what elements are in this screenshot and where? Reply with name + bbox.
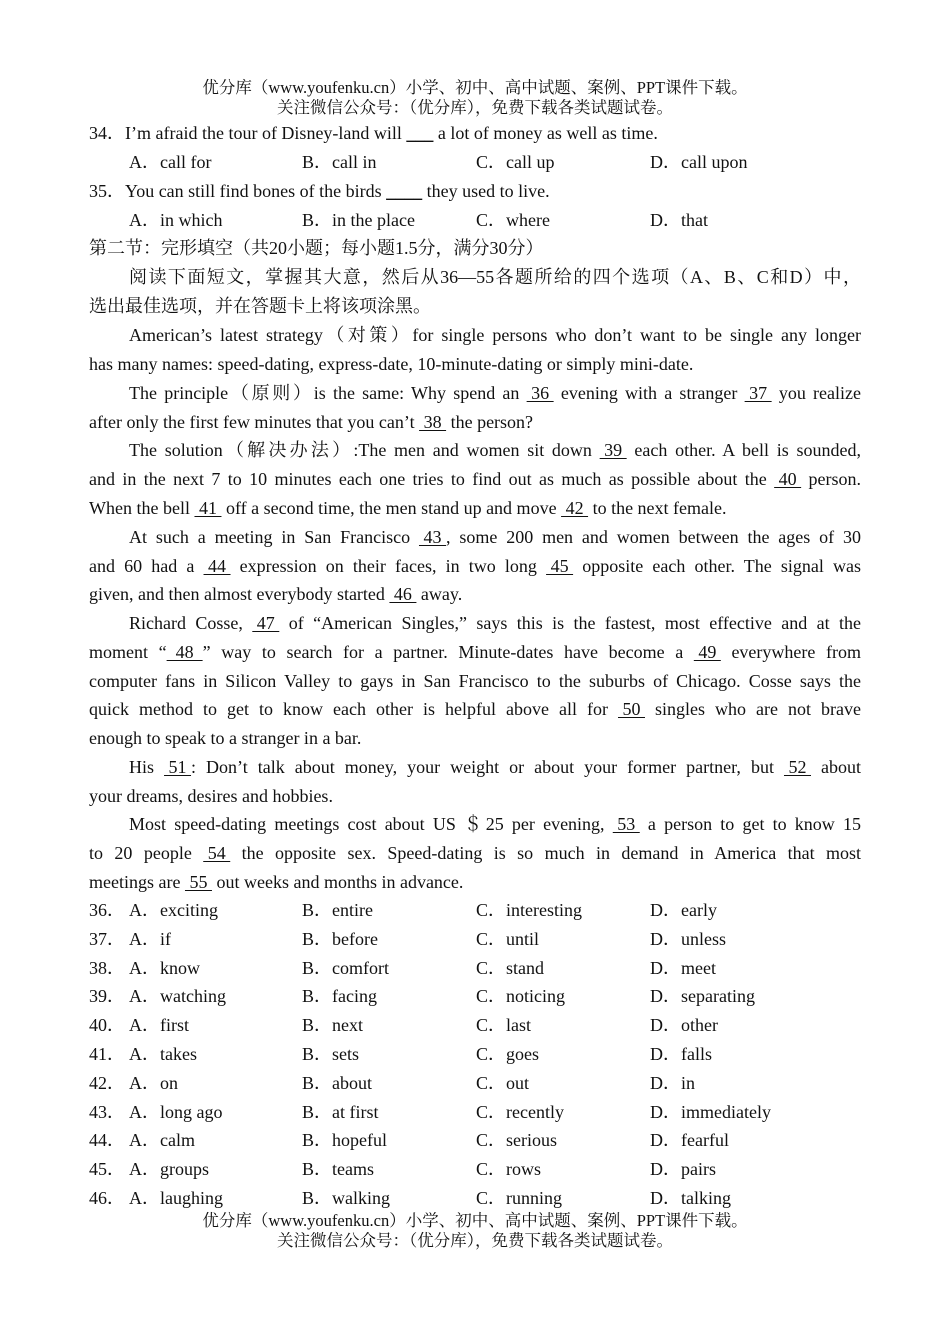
option-c: C．running bbox=[476, 1188, 563, 1208]
option-d: D．immediately bbox=[650, 1102, 771, 1122]
option-d: D．pairs bbox=[650, 1159, 716, 1179]
q34-stem-a: 34．I’m afraid the tour of Disney-land will bbox=[89, 123, 407, 143]
option-d: D．separating bbox=[650, 986, 755, 1006]
q35-option-d: D．that bbox=[650, 210, 708, 230]
question-number: 43． bbox=[89, 1102, 125, 1122]
option-b: B．hopeful bbox=[302, 1130, 387, 1150]
text: person. bbox=[801, 469, 861, 489]
passage-p3-line1 bbox=[129, 438, 861, 462]
text: His bbox=[129, 757, 165, 777]
blank-48: 48 bbox=[166, 642, 203, 662]
passage-p7-line2 bbox=[89, 841, 861, 865]
q34-stem-b: a lot of money as well as time. bbox=[433, 123, 658, 143]
option-c: C．serious bbox=[476, 1130, 557, 1150]
option-b: B．before bbox=[302, 929, 378, 949]
passage-p3-line2 bbox=[89, 467, 861, 491]
text: off a second time, the men stand up and move bbox=[221, 498, 562, 518]
text: given, and then almost everybody started bbox=[89, 584, 390, 604]
blank-40: 40 bbox=[774, 469, 802, 489]
option-d: D．falls bbox=[650, 1044, 712, 1064]
q35-blank: ____ bbox=[386, 181, 423, 201]
option-b: B．at first bbox=[302, 1102, 379, 1122]
blank-46: 46 bbox=[389, 584, 417, 604]
question-number: 44． bbox=[89, 1130, 125, 1150]
text: : Don’t talk about money, your weight or about your former partner, but bbox=[191, 757, 784, 777]
blank-45: 45 bbox=[546, 556, 574, 576]
footer-line-1: 优分库（www.youfenku.cn）小学、初中、高中试题、案例、PPT课件下载。 bbox=[202, 1211, 748, 1230]
option-c: C．stand bbox=[476, 958, 545, 978]
blank-37: 37 bbox=[744, 383, 772, 403]
text: and in the next 7 to 10 minutes each one tries to find out as much as possible about the bbox=[89, 469, 775, 489]
option-c: C．goes bbox=[476, 1044, 539, 1064]
text: When the bell bbox=[89, 498, 195, 518]
text: to 20 people bbox=[89, 843, 204, 863]
option-b: B．walking bbox=[302, 1188, 390, 1208]
question-number: 45． bbox=[89, 1159, 125, 1179]
option-c: C．out bbox=[476, 1073, 530, 1093]
passage-p2-line2 bbox=[89, 410, 533, 434]
text: quick method to get to know each other is helpful above all for bbox=[89, 699, 618, 719]
q34-option-c: C．call up bbox=[476, 152, 555, 172]
passage-p6-line1 bbox=[129, 755, 861, 779]
q35-option-b: B．in the place bbox=[302, 210, 415, 230]
option-a: A．groups bbox=[129, 1159, 209, 1179]
text: ” way to search for a partner. Minute-dates have become a bbox=[202, 642, 694, 662]
option-a: A．if bbox=[129, 929, 171, 949]
text: everywhere from bbox=[720, 642, 861, 662]
passage-p2-line1 bbox=[129, 381, 861, 405]
text: meetings are bbox=[89, 872, 185, 892]
blank-44: 44 bbox=[203, 556, 231, 576]
text: The solution（解决办法）:The men and women sit down bbox=[129, 440, 600, 460]
passage-p7-line1 bbox=[129, 812, 861, 836]
passage-p5-line3: computer fans in Silicon Valley to gays in San Francisco to the suburbs of Chicago. Cosse says the bbox=[89, 671, 861, 691]
text: the opposite sex. Speed-dating is so much in demand in America that most bbox=[230, 843, 862, 863]
blank-49: 49 bbox=[693, 642, 721, 662]
passage-p5-line5: enough to speak to a stranger in a bar. bbox=[89, 728, 362, 748]
q35-stem-b: they used to live. bbox=[422, 181, 550, 201]
passage-p3-line3 bbox=[89, 496, 727, 520]
text: a person to get to know 15 bbox=[639, 814, 861, 834]
blank-50: 50 bbox=[618, 699, 645, 719]
option-a: A．watching bbox=[129, 986, 226, 1006]
option-a: A．on bbox=[129, 1073, 178, 1093]
blank-54: 54 bbox=[203, 843, 231, 863]
option-b: B．entire bbox=[302, 900, 373, 920]
passage-p1-line1: American’s latest strategy（对策）for single persons who don’t want to be single any longer bbox=[129, 325, 861, 345]
blank-53: 53 bbox=[612, 814, 640, 834]
text: , some 200 men and women between the ages of 30 bbox=[445, 527, 861, 547]
option-d: D．fearful bbox=[650, 1130, 729, 1150]
text: of “American Singles,” says this is the fastest, most effective and at the bbox=[279, 613, 862, 633]
option-c: C．until bbox=[476, 929, 540, 949]
text: away. bbox=[416, 584, 463, 604]
option-d: D．meet bbox=[650, 958, 716, 978]
question-number: 36． bbox=[89, 900, 125, 920]
option-c: C．rows bbox=[476, 1159, 542, 1179]
option-a: A．first bbox=[129, 1015, 189, 1035]
option-d: D．talking bbox=[650, 1188, 731, 1208]
blank-42: 42 bbox=[561, 498, 589, 518]
passage-p5-line4 bbox=[89, 697, 861, 721]
passage-p5-line2 bbox=[89, 640, 861, 664]
option-b: B．teams bbox=[302, 1159, 374, 1179]
question-number: 39． bbox=[89, 986, 125, 1006]
text: At such a meeting in San Francisco bbox=[129, 527, 419, 547]
text: The principle（原则）is the same: Why spend an bbox=[129, 383, 527, 403]
passage-p4-line1 bbox=[129, 525, 861, 549]
option-c: C．noticing bbox=[476, 986, 565, 1006]
q35-option-a: A．in which bbox=[129, 210, 223, 230]
option-c: C．recently bbox=[476, 1102, 564, 1122]
footer-line-2: 关注微信公众号：（优分库），免费下载各类试题试卷。 bbox=[277, 1231, 673, 1250]
text: to the next female. bbox=[588, 498, 727, 518]
question-35-stem bbox=[89, 179, 550, 203]
text: and 60 had a bbox=[89, 556, 204, 576]
text: the person? bbox=[446, 412, 534, 432]
option-c: C．last bbox=[476, 1015, 532, 1035]
option-a: A．calm bbox=[129, 1130, 195, 1150]
header-line-2: 关注微信公众号：（优分库），免费下载各类试题试卷。 bbox=[277, 98, 673, 117]
text: evening with a stranger bbox=[553, 383, 745, 403]
q34-blank: ___ bbox=[406, 123, 434, 143]
text: after only the first few minutes that you can’t bbox=[89, 412, 420, 432]
option-b: B．next bbox=[302, 1015, 363, 1035]
text: you realize bbox=[771, 383, 861, 403]
blank-38: 38 bbox=[419, 412, 447, 432]
blank-43: 43 bbox=[418, 527, 446, 547]
text: expression on their faces, in two long bbox=[230, 556, 547, 576]
option-a: A．exciting bbox=[129, 900, 218, 920]
blank-39: 39 bbox=[599, 440, 627, 460]
option-a: A．know bbox=[129, 958, 200, 978]
text: moment “ bbox=[89, 642, 167, 662]
text: Richard Cosse, bbox=[129, 613, 253, 633]
question-number: 42． bbox=[89, 1073, 125, 1093]
instructions-line-2: 选出最佳选项，并在答题卡上将该项涂黑。 bbox=[89, 296, 431, 316]
question-number: 37． bbox=[89, 929, 125, 949]
text: singles who are not brave bbox=[645, 699, 861, 719]
text: opposite each other. The signal was bbox=[573, 556, 862, 576]
option-b: B．comfort bbox=[302, 958, 389, 978]
option-b: B．about bbox=[302, 1073, 372, 1093]
option-d: D．other bbox=[650, 1015, 718, 1035]
instructions-line-1: 阅读下面短文，掌握其大意，然后从36—55各题所给的四个选项（A、B、C和D）中， bbox=[129, 267, 861, 287]
text: Most speed-dating meetings cost about US ＄25 per evening, bbox=[129, 814, 613, 834]
passage-p1-line2: has many names: speed-dating, express-date, 10-minute-dating or simply mini-date. bbox=[89, 354, 694, 374]
question-number: 46． bbox=[89, 1188, 125, 1208]
blank-47: 47 bbox=[252, 613, 280, 633]
header-line-1: 优分库（www.youfenku.cn）小学、初中、高中试题、案例、PPT课件下载。 bbox=[202, 78, 748, 97]
text: each other. A bell is sounded, bbox=[626, 440, 861, 460]
q35-option-c: C．where bbox=[476, 210, 550, 230]
q35-stem-a: 35．You can still find bones of the birds bbox=[89, 181, 387, 201]
blank-51: 51 bbox=[164, 757, 192, 777]
passage-p4-line2 bbox=[89, 554, 861, 578]
blank-36: 36 bbox=[526, 383, 554, 403]
question-34-stem bbox=[89, 121, 658, 145]
option-a: A．long ago bbox=[129, 1102, 223, 1122]
blank-41: 41 bbox=[194, 498, 222, 518]
option-c: C．interesting bbox=[476, 900, 582, 920]
option-a: A．takes bbox=[129, 1044, 197, 1064]
text: about bbox=[810, 757, 861, 777]
passage-p6-line2: your dreams, desires and hobbies. bbox=[89, 786, 333, 806]
passage-p4-line3 bbox=[89, 582, 462, 606]
option-d: D．in bbox=[650, 1073, 695, 1093]
q34-option-b: B．call in bbox=[302, 152, 377, 172]
section-title: 第二节：完形填空（共20小题；每小题1.5分，满分30分） bbox=[89, 238, 544, 258]
q34-option-a: A．call for bbox=[129, 152, 212, 172]
option-b: B．sets bbox=[302, 1044, 360, 1064]
blank-55: 55 bbox=[184, 872, 212, 892]
text: out weeks and months in advance. bbox=[211, 872, 464, 892]
q34-option-d: D．call upon bbox=[650, 152, 748, 172]
question-number: 38． bbox=[89, 958, 125, 978]
option-b: B．facing bbox=[302, 986, 377, 1006]
blank-52: 52 bbox=[783, 757, 811, 777]
option-d: D．early bbox=[650, 900, 717, 920]
option-a: A．laughing bbox=[129, 1188, 223, 1208]
question-number: 41． bbox=[89, 1044, 125, 1064]
question-number: 40． bbox=[89, 1015, 125, 1035]
passage-p5-line1 bbox=[129, 611, 861, 635]
passage-p7-line3 bbox=[89, 870, 463, 894]
option-d: D．unless bbox=[650, 929, 726, 949]
